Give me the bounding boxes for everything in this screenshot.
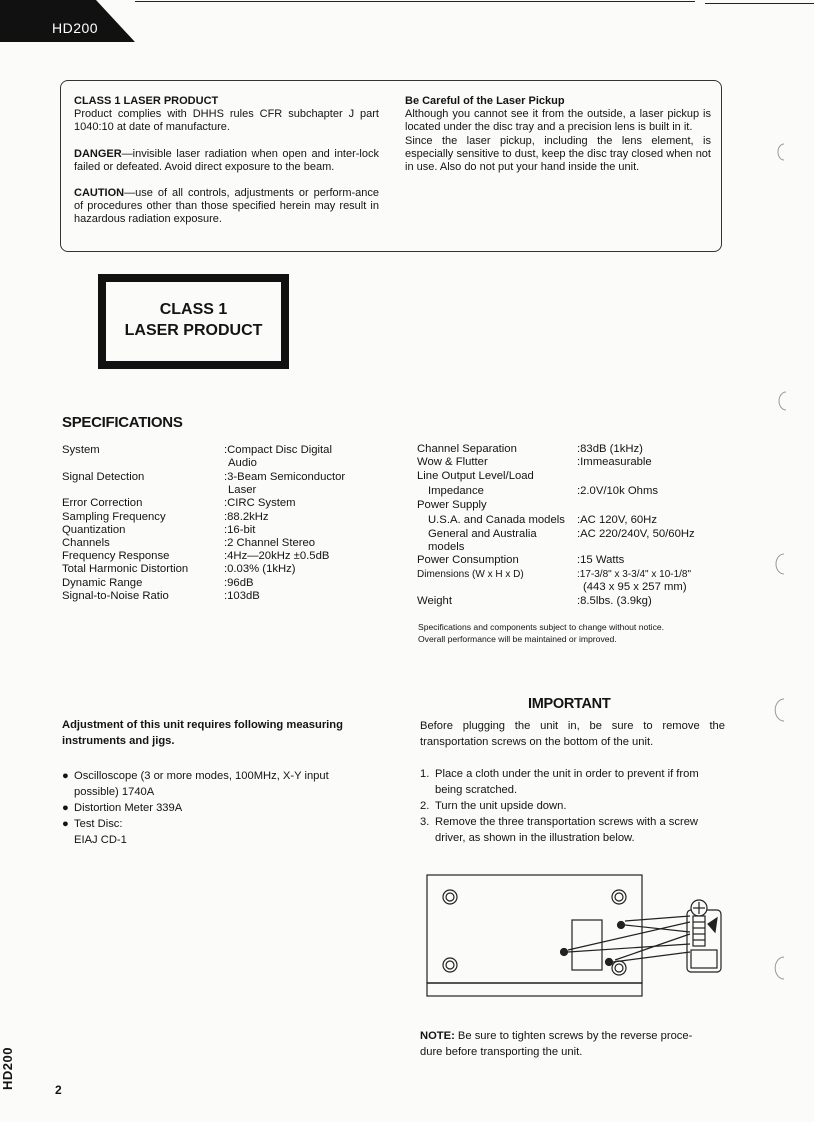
class1-intro: Product complies with DHHS rules CFR subchapter J part 1040:10 at date of manufacture. (74, 108, 379, 134)
spec-value: :2 Channel Stereo (224, 537, 316, 549)
spec-key: Line Output Level/Load (417, 470, 534, 482)
spec-key: Error Correction (62, 497, 143, 509)
adjustment-heading-line2: instruments and jigs. (62, 735, 175, 747)
spec-value: :16-bit (224, 524, 256, 536)
specifications-title: SPECIFICATIONS (62, 414, 183, 431)
spec-key: Channel Separation (417, 443, 517, 455)
danger-label: DANGER (74, 147, 122, 160)
important-intro (420, 718, 725, 750)
caution-left-column (74, 95, 379, 240)
list-item (62, 800, 382, 816)
spec-key: Signal-to-Noise Ratio (62, 590, 169, 602)
page-number: 2 (55, 1083, 62, 1097)
step-line1: Place a cloth under the unit in order to prevent if from (435, 768, 699, 780)
top-rule-right (705, 3, 814, 4)
screw-removal-illustration (425, 872, 730, 1000)
spec-value: :4Hz—20kHz ±0.5dB (224, 550, 330, 562)
adjustment-heading-line1: Adjustment of this unit requires following measuring (62, 719, 343, 731)
instrument-list (62, 768, 382, 848)
step-number: 1. (420, 768, 430, 780)
step-item (420, 798, 730, 814)
spec-key: General and Australia (428, 528, 537, 540)
spec-key: Signal Detection (62, 471, 145, 483)
bullet-icon: ● (62, 802, 69, 814)
spec-key: Wow & Flutter (417, 456, 488, 468)
important-intro-line2: transportation screws on the bottom of the unit. (420, 736, 654, 748)
spec-value: :3-Beam Semiconductor (224, 471, 346, 483)
spec-key: Dimensions (W x H x D) (417, 569, 524, 580)
instrument-line1: Oscilloscope (3 or more modes, 100MHz, X-Y input (74, 770, 329, 782)
side-model-label: HD200 (0, 1047, 15, 1090)
caution-paragraph (74, 187, 379, 227)
step-line2: driver, as shown in the illustration below. (435, 832, 635, 844)
step-item (420, 814, 730, 846)
spec-value: :Compact Disc Digital (224, 444, 332, 456)
bullet-icon: ● (62, 770, 69, 782)
spec-key: Total Harmonic Distortion (62, 563, 189, 575)
laser-label-inner (106, 282, 281, 361)
step-number: 2. (420, 800, 430, 812)
danger-text: —invisible laser radiation when open and inter-lock failed or defeated. Avoid direct exposure to the beam. (74, 147, 379, 173)
spec-value: :CIRC System (224, 497, 296, 509)
spec-value: :Immeasurable (577, 456, 652, 468)
laser-product-label (98, 274, 289, 369)
instrument-line2: EIAJ CD-1 (74, 834, 127, 846)
spec-left-table (62, 444, 392, 606)
important-title: IMPORTANT (528, 696, 611, 712)
spec-value: :88.2kHz (224, 511, 269, 523)
spec-key: Sampling Frequency (62, 511, 166, 523)
note-line1 (420, 1028, 730, 1044)
spec-key: Channels (62, 537, 110, 549)
note-label: NOTE: (420, 1030, 455, 1042)
important-note (420, 1028, 730, 1060)
spec-value: :15 Watts (577, 554, 625, 566)
spec-key: Power Consumption (417, 554, 519, 566)
spec-disclaimer (418, 622, 664, 645)
spec-value: :AC 120V, 60Hz (577, 514, 657, 526)
instrument-line1: Distortion Meter 339A (74, 802, 183, 814)
spec-value: :2.0V/10k Ohms (577, 485, 658, 497)
note-text: Be sure to tighten screws by the reverse proce- (454, 1030, 693, 1042)
top-rule (135, 1, 695, 2)
spec-value: :83dB (1kHz) (577, 443, 643, 455)
pickup-paragraph-2: Since the laser pickup, including the lens element, is especially sensitive to dust, keep the disc tray closed when not in use. Also do not put your hand inside the unit. (405, 134, 711, 174)
caution-right-column (405, 95, 711, 174)
list-item (62, 768, 382, 800)
instrument-line2: possible) 1740A (74, 786, 155, 798)
danger-paragraph (74, 148, 379, 174)
laser-label-line2: LASER PRODUCT (124, 322, 263, 339)
spec-value-cont: Laser (228, 484, 257, 496)
step-line1: Turn the unit upside down. (435, 800, 567, 812)
spec-key: Frequency Response (62, 550, 170, 562)
caution-text: —use of all controls, adjustments or perform-ance of procedures other than those specified herein may result in hazardous radiation exposure. (74, 187, 379, 226)
spec-value: :AC 220/240V, 50/60Hz (577, 528, 695, 540)
instrument-line1: Test Disc: (74, 818, 123, 830)
step-number: 3. (420, 816, 430, 828)
spec-key: Weight (417, 595, 452, 607)
scan-marks (770, 130, 810, 590)
spec-disclaimer-line1: Specifications and components subject to change without notice. (418, 622, 665, 632)
spec-value: :96dB (224, 577, 254, 589)
class1-title: CLASS 1 LASER PRODUCT (74, 95, 219, 107)
spec-disclaimer-line2: Overall performance will be maintained or improved. (418, 633, 617, 644)
spec-value: :8.5lbs. (3.9kg) (577, 595, 652, 607)
spec-key: System (62, 444, 100, 456)
step-line1: Remove the three transportation screws with a screw (435, 816, 699, 828)
spec-key: U.S.A. and Canada models (428, 514, 565, 526)
note-line2: dure before transporting the unit. (420, 1046, 583, 1058)
bottom-panel (572, 920, 602, 970)
laser-label-line1: CLASS 1 (159, 301, 228, 318)
step-line2: being scratched. (435, 784, 518, 796)
spec-key: Quantization (62, 524, 126, 536)
pickup-title: Be Careful of the Laser Pickup (405, 95, 565, 107)
spec-value: :17-3/8" x 3-3/4" x 10-1/8" (577, 569, 692, 580)
unit-base (427, 983, 642, 996)
spec-key: Dynamic Range (62, 577, 143, 589)
header-model-label: HD200 (52, 20, 99, 36)
unit-outline (427, 875, 642, 983)
scan-marks-lower (770, 695, 800, 995)
important-steps (420, 766, 730, 846)
step-item (420, 766, 730, 798)
important-intro-line1: Before plugging the unit in, be sure to remove the (420, 720, 725, 732)
spec-key: Power Supply (417, 499, 487, 511)
spec-right-table (417, 443, 757, 613)
spec-value: :0.03% (1kHz) (224, 563, 296, 575)
list-item (62, 816, 382, 848)
spec-key: Impedance (428, 485, 484, 497)
spec-value: :103dB (224, 590, 260, 602)
adjustment-heading (62, 717, 343, 749)
caution-label: CAUTION (74, 187, 125, 200)
bullet-icon: ● (62, 818, 69, 830)
pickup-paragraph-1: Although you cannot see it from the outside, a laser pickup is located under the disc tray and a precision lens is built in it. (405, 108, 711, 134)
spec-value: (443 x 95 x 257 mm) (583, 581, 687, 593)
spec-key: models (428, 541, 465, 553)
spec-value-cont: Audio (228, 457, 257, 469)
